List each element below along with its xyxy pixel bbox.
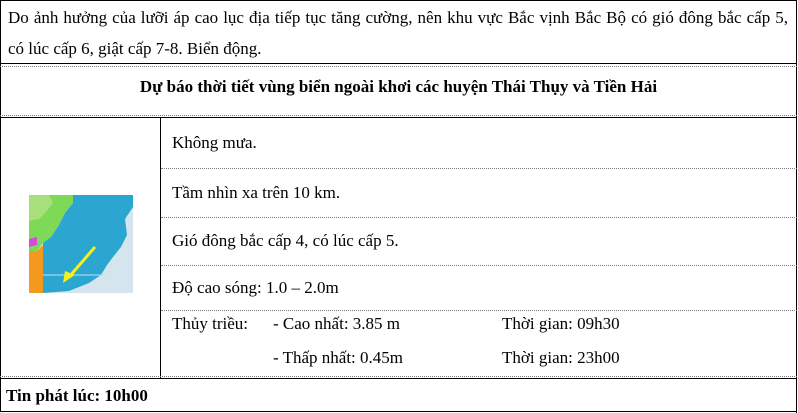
issue-time: Tin phát lúc: 10h00	[6, 386, 148, 405]
tide-high: - Cao nhất: 3.85 m	[273, 314, 401, 333]
visibility-forecast: Tầm nhìn xa trên 10 km.	[172, 183, 341, 202]
tide-label: Thủy triều:	[172, 314, 249, 333]
forecast-title: Dự báo thời tiết vùng biển ngoài khơi các huyện Thái Thụy và Tiền Hải	[139, 77, 658, 96]
rain-forecast: Không mưa.	[172, 133, 257, 152]
divider-wave	[161, 310, 797, 311]
divider-visibility	[161, 217, 797, 218]
column-divider	[160, 117, 161, 378]
tide-low: - Thấp nhất: 0.45m	[273, 348, 403, 367]
wave-forecast: Độ cao sóng: 1.0 – 2.0m	[172, 278, 339, 297]
tide-high-time: Thời gian: 09h30	[502, 314, 620, 333]
divider-rain	[161, 168, 797, 169]
table-right-border	[796, 0, 797, 413]
wind-forecast: Gió đông bắc cấp 4, có lúc cấp 5.	[172, 231, 399, 250]
divider-footer-dotted	[0, 376, 797, 377]
divider-title-dotted	[0, 115, 797, 116]
divider-footer	[0, 378, 797, 379]
divider-wind	[161, 265, 797, 266]
sea-wind-map-icon	[29, 195, 133, 293]
intro-paragraph: Do ảnh hưởng của lưỡi áp cao lục địa tiếp tục tăng cường, nên khu vực Bắc vịnh Bắc Bộ có gió đông bắc cấp 5, có lúc cấp 6, giật cấp 7-8. Biển động.	[8, 8, 788, 58]
divider-intro-dotted	[0, 66, 797, 67]
divider-intro	[0, 63, 797, 64]
tide-low-time: Thời gian: 23h00	[502, 348, 620, 367]
